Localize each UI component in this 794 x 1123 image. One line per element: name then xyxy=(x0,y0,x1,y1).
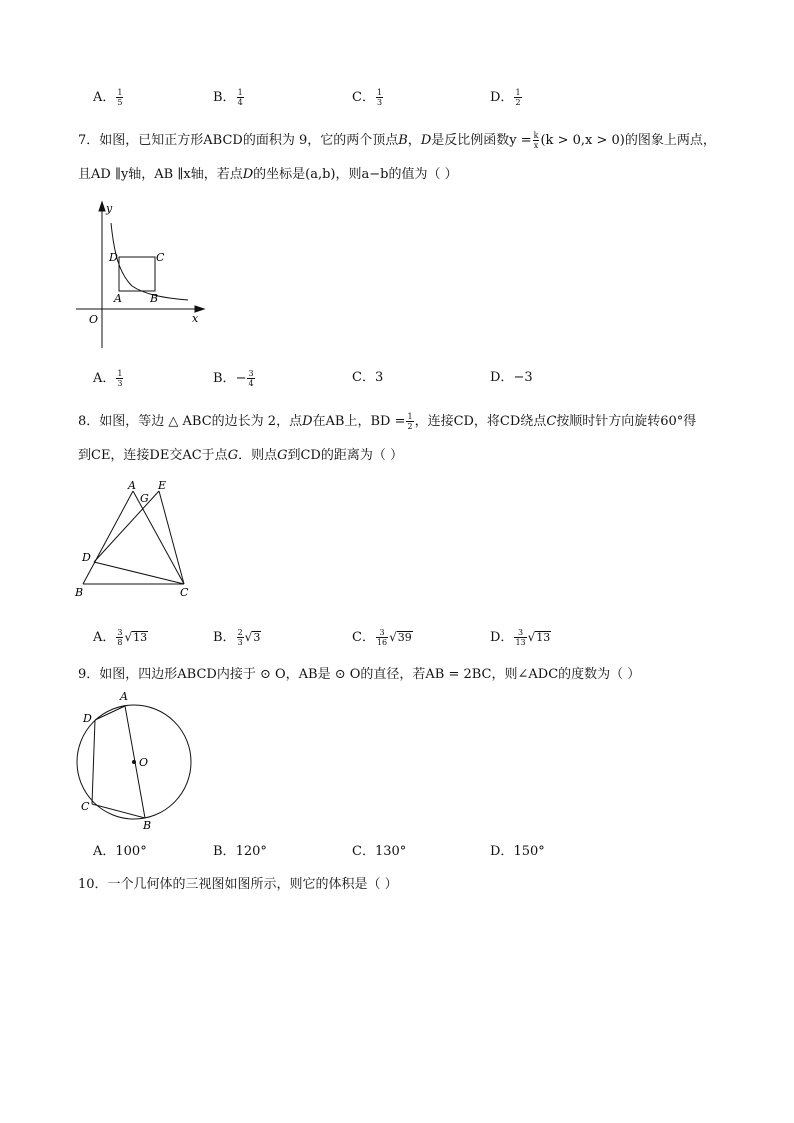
q6-option-d xyxy=(490,88,523,107)
q10-text: 10．一个几何体的三视图如图所示，则它的体积是（ ） xyxy=(78,877,398,892)
option-letter: D． xyxy=(490,90,514,105)
hyperbola xyxy=(111,223,188,300)
q8-line-2 xyxy=(78,447,403,465)
q9-text: 9．如图，四边形ABCD内接于 ⊙ O，AB是 ⊙ O的直径，若AB = 2BC，则∠ADC的度数为（ ） xyxy=(78,667,641,682)
label-b: B xyxy=(143,819,152,832)
q8-var: G xyxy=(227,448,239,463)
q7-line-2 xyxy=(78,166,458,184)
fraction: $\frac{1}{2}$ xyxy=(407,412,413,431)
minus-sign: − xyxy=(235,371,247,386)
radicand: 13 xyxy=(536,631,551,644)
fraction: $\frac{2}{3}$ xyxy=(237,628,243,647)
q8-text: ，连接CD，将CD绕点 xyxy=(414,414,547,429)
q7-var: B xyxy=(398,133,408,148)
option-value: −3 xyxy=(513,370,533,385)
segment-dc xyxy=(94,562,184,584)
q7-text: ， xyxy=(407,133,421,148)
option-letter: B． xyxy=(213,630,236,645)
q8-text: ．则点 xyxy=(238,448,278,463)
label-b: B xyxy=(75,586,84,599)
fraction: $\frac{k}{x}$ xyxy=(533,131,539,150)
q8-text: 8．如图，等边 △ ABC的边长为 2，点 xyxy=(78,414,303,429)
q7-text: 且AD ∥y轴，AB ∥x轴，若点 xyxy=(78,167,243,182)
q6-option-c xyxy=(352,88,384,107)
q7-text: 的坐标是(a,b)，则a−b的值为（ ） xyxy=(253,167,458,182)
label-d: D xyxy=(82,551,91,564)
q8-option-a xyxy=(93,628,148,647)
radicand: 39 xyxy=(397,631,412,644)
segment-da xyxy=(95,706,125,720)
option-letter: D． xyxy=(490,370,514,385)
option-letter: A． xyxy=(93,630,116,645)
radical-sign: √ xyxy=(244,630,253,644)
label-d: D xyxy=(109,251,118,264)
radicand: 13 xyxy=(133,631,148,644)
q8-figure xyxy=(72,478,202,603)
q7-var: D xyxy=(242,167,254,182)
label-e: E xyxy=(158,479,167,492)
option-letter: A． xyxy=(93,90,116,105)
option-letter: B． xyxy=(213,90,236,105)
option-letter: B． xyxy=(213,844,236,859)
center-point xyxy=(132,760,136,764)
q7-text: 7．如图，已知正方形ABCD的面积为 9，它的两个顶点 xyxy=(78,133,399,148)
q8-var: G xyxy=(277,448,288,463)
label-c: C xyxy=(81,800,90,813)
q8-text: 在AB上，BD = xyxy=(312,414,406,429)
q9-option-a xyxy=(93,843,147,861)
q6-option-b xyxy=(213,88,245,107)
option-value: 100° xyxy=(115,844,147,859)
option-value: 130° xyxy=(374,844,407,859)
label-g: G xyxy=(140,492,149,505)
label-c: C xyxy=(156,251,165,264)
radicand: 3 xyxy=(253,631,261,644)
q8-line-1 xyxy=(78,412,696,431)
q9-option-d xyxy=(490,843,545,861)
q7-text: 是反比例函数y = xyxy=(431,133,532,148)
q7-figure xyxy=(72,198,212,353)
segment-ec xyxy=(159,491,184,584)
option-letter: B． xyxy=(213,371,236,386)
fraction: $\frac{3}{16}$ xyxy=(376,628,388,647)
radical-sign: √ xyxy=(527,630,536,644)
square-abcd xyxy=(119,257,155,291)
q8-option-d xyxy=(490,628,551,647)
segment-cb xyxy=(92,804,145,818)
fraction: $\frac{3}{8}$ xyxy=(117,628,123,647)
q7-text: (k > 0,x > 0)的图象上两点， xyxy=(540,133,716,148)
fraction: $\frac{1}{3}$ xyxy=(117,369,123,388)
segment-de xyxy=(94,491,159,562)
label-y: y xyxy=(106,202,113,215)
option-value: 150° xyxy=(513,844,545,859)
q8-option-b xyxy=(213,628,261,647)
q8-text: 到CE，连接DE交AC于点 xyxy=(78,448,228,463)
q8-var: C xyxy=(546,414,557,429)
q8-var: D xyxy=(302,414,313,429)
q6-option-a xyxy=(93,88,124,107)
label-a: A xyxy=(128,479,136,492)
q7-option-d xyxy=(490,369,533,387)
label-o: O xyxy=(139,756,149,769)
q9-option-b xyxy=(213,843,267,861)
radical-sign: √ xyxy=(389,630,397,644)
q8-text: 到CD的距离为（ ） xyxy=(287,448,403,463)
label-a: A xyxy=(120,690,128,703)
option-letter: D． xyxy=(490,630,514,645)
q8-option-c xyxy=(352,628,413,647)
option-letter: A． xyxy=(93,844,116,859)
y-axis-arrow xyxy=(99,202,105,211)
option-letter: C． xyxy=(352,90,375,105)
segment-dc xyxy=(92,720,95,804)
fraction: $\frac{1}{5}$ xyxy=(117,88,123,107)
q9-line-1 xyxy=(78,666,640,684)
radical-sign: √ xyxy=(124,630,133,644)
fraction: $\frac{3}{4}$ xyxy=(248,369,254,388)
fraction: $\frac{1}{2}$ xyxy=(515,88,521,107)
option-letter: D． xyxy=(490,844,514,859)
q7-option-c xyxy=(352,369,383,387)
label-x: x xyxy=(192,312,199,325)
option-letter: C． xyxy=(352,370,375,385)
label-o: O xyxy=(89,313,99,326)
fraction: $\frac{1}{4}$ xyxy=(237,88,243,107)
label-c: C xyxy=(180,586,189,599)
q9-figure xyxy=(70,686,200,834)
q7-option-a xyxy=(93,369,124,388)
label-d: D xyxy=(83,712,92,725)
option-letter: A． xyxy=(93,371,116,386)
q7-var: D xyxy=(420,133,432,148)
option-letter: C． xyxy=(352,630,375,645)
q7-option-b xyxy=(213,369,256,388)
label-a: A xyxy=(114,292,122,305)
fraction: $\frac{1}{3}$ xyxy=(376,88,383,107)
option-value: 120° xyxy=(235,844,267,859)
option-value: 3 xyxy=(374,370,384,385)
option-letter: C． xyxy=(352,844,375,859)
q7-line-1 xyxy=(78,131,716,150)
q9-option-c xyxy=(352,843,406,861)
fraction: $\frac{3}{13}$ xyxy=(515,628,526,647)
q10-line-1 xyxy=(78,876,398,894)
label-b: B xyxy=(150,292,159,305)
q8-text: 按顺时针方向旋转60°得 xyxy=(556,414,697,429)
